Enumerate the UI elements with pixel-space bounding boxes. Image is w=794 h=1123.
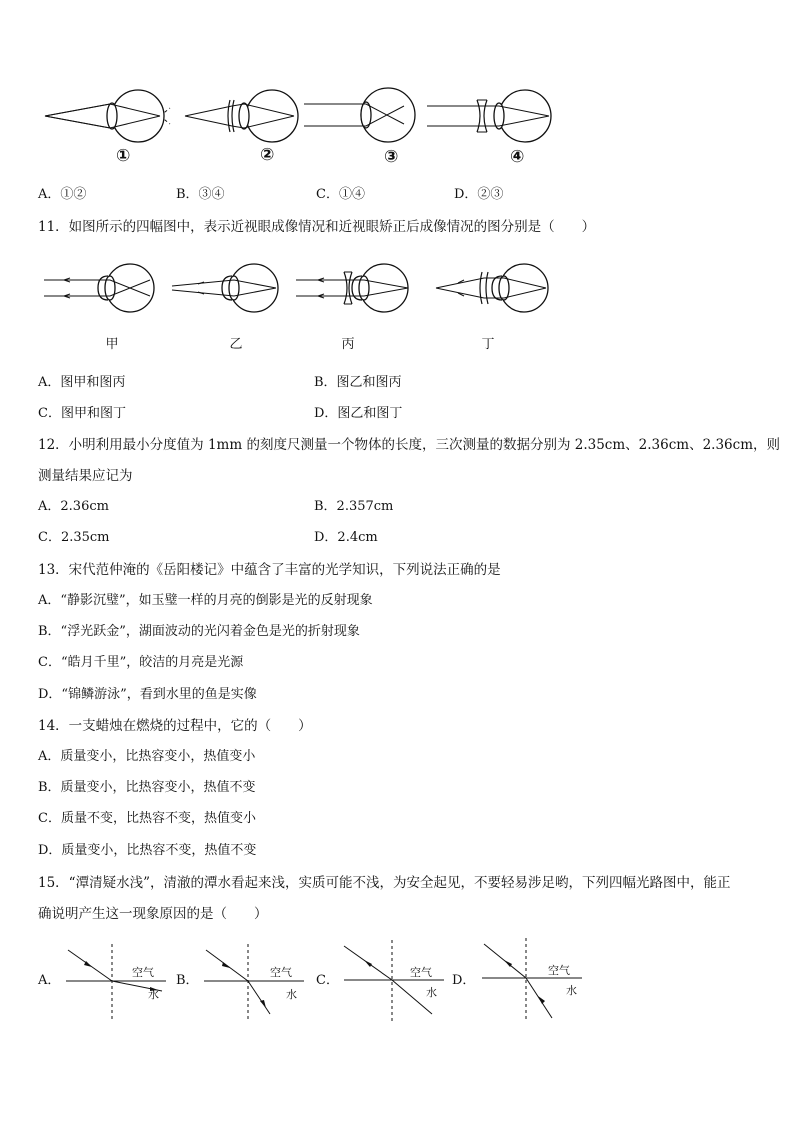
eye-diagram-3 xyxy=(304,84,429,146)
q15-c-air-label: 空气 xyxy=(410,966,432,979)
fig-label-1: ① xyxy=(116,146,131,166)
q11-option-d[interactable]: D．图乙和图丁 xyxy=(314,406,403,421)
q15-option-d-label[interactable]: D． xyxy=(452,973,476,988)
fig-label-3: ③ xyxy=(384,147,399,167)
q12-stem-line2: 测量结果应记为 xyxy=(38,468,133,484)
q10-option-c[interactable]: C．①④ xyxy=(316,187,365,202)
q15-option-b-label[interactable]: B． xyxy=(176,973,199,988)
fig-label-jia: 甲 xyxy=(105,337,119,352)
fig-label-2: ② xyxy=(260,145,275,165)
q15-a-air-label: 空气 xyxy=(132,966,154,979)
q15-option-a-label[interactable]: A． xyxy=(38,973,61,988)
q12-option-b[interactable]: B．2.357cm xyxy=(314,499,394,514)
refraction-diagram-c[interactable] xyxy=(340,940,450,1022)
fig-label-ding: 丁 xyxy=(481,337,495,352)
eye-diagram-yi xyxy=(170,258,290,316)
q15-option-c-label[interactable]: C． xyxy=(316,973,339,988)
q13-option-d[interactable]: D．“锦鳞游泳”，看到水里的鱼是实像 xyxy=(38,687,257,702)
q10-option-b[interactable]: B．③④ xyxy=(176,187,225,202)
eye-diagram-1 xyxy=(40,86,180,146)
eye-diagram-jia xyxy=(44,260,164,316)
q15-a-water-label: 水 xyxy=(148,988,159,1001)
eye-diagram-ding xyxy=(434,258,554,316)
eye-diagram-4 xyxy=(427,86,557,146)
q14-option-b[interactable]: B．质量变小，比热容变小，热值不变 xyxy=(38,780,256,795)
q12-stem-line1: 12．小明利用最小分度值为 1mm 的刻度尺测量一个物体的长度，三次测量的数据分别为 2.35cm、2.36cm、2.36cm，则 xyxy=(38,437,781,453)
refraction-diagram-d[interactable] xyxy=(478,938,588,1022)
q12-option-d[interactable]: D．2.4cm xyxy=(314,530,378,545)
fig-label-4: ④ xyxy=(510,147,525,167)
q15-d-air-label: 空气 xyxy=(548,964,570,977)
q12-option-c[interactable]: C．2.35cm xyxy=(38,530,110,545)
q13-option-b[interactable]: B．“浮光跃金”，湖面波动的光闪着金色是光的折射现象 xyxy=(38,624,360,639)
q11-option-b[interactable]: B．图乙和图丙 xyxy=(314,375,402,390)
q14-option-d[interactable]: D．质量变小，比热容不变，热值不变 xyxy=(38,843,257,858)
refraction-diagram-a[interactable] xyxy=(62,944,172,1024)
q10-option-a[interactable]: A．①② xyxy=(38,187,87,202)
q15-c-water-label: 水 xyxy=(426,986,437,999)
q11-stem: 11．如图所示的四幅图中，表示近视眼成像情况和近视眼矫正后成像情况的图分别是（ ） xyxy=(38,219,596,235)
q13-stem: 13．宋代范仲淹的《岳阳楼记》中蕴含了丰富的光学知识，下列说法正确的是 xyxy=(38,562,501,578)
q11-option-a[interactable]: A．图甲和图丙 xyxy=(38,375,126,390)
q15-stem-line2: 确说明产生这一现象原因的是（ ） xyxy=(38,906,268,922)
refraction-diagram-b[interactable] xyxy=(200,944,310,1024)
q13-option-c[interactable]: C．“皓月千里”，皎洁的月亮是光源 xyxy=(38,655,244,670)
q15-d-water-label: 水 xyxy=(566,984,577,997)
eye-diagram-2 xyxy=(182,86,312,146)
q15-b-air-label: 空气 xyxy=(270,966,292,979)
q14-stem: 14．一支蜡烛在燃烧的过程中，它的（ ） xyxy=(38,718,312,734)
fig-label-yi: 乙 xyxy=(229,337,243,352)
q15-b-water-label: 水 xyxy=(286,988,297,1001)
q11-option-c[interactable]: C．图甲和图丁 xyxy=(38,406,126,421)
q15-stem-line1: 15．“潭清疑水浅”，清澈的潭水看起来浅，实质可能不浅，为安全起见，不要轻易涉足哟，下列四幅光路图中，能正 xyxy=(38,875,731,891)
q13-option-a[interactable]: A．“静影沉璧”，如玉璧一样的月亮的倒影是光的反射现象 xyxy=(38,593,373,608)
q12-option-a[interactable]: A．2.36cm xyxy=(38,499,109,514)
q14-option-a[interactable]: A．质量变小，比热容变小，热值变小 xyxy=(38,749,256,764)
eye-diagram-bing xyxy=(296,260,416,316)
fig-label-bing: 丙 xyxy=(341,337,355,352)
q14-option-c[interactable]: C．质量不变，比热容不变，热值变小 xyxy=(38,811,256,826)
q10-option-d[interactable]: D．②③ xyxy=(454,187,504,202)
